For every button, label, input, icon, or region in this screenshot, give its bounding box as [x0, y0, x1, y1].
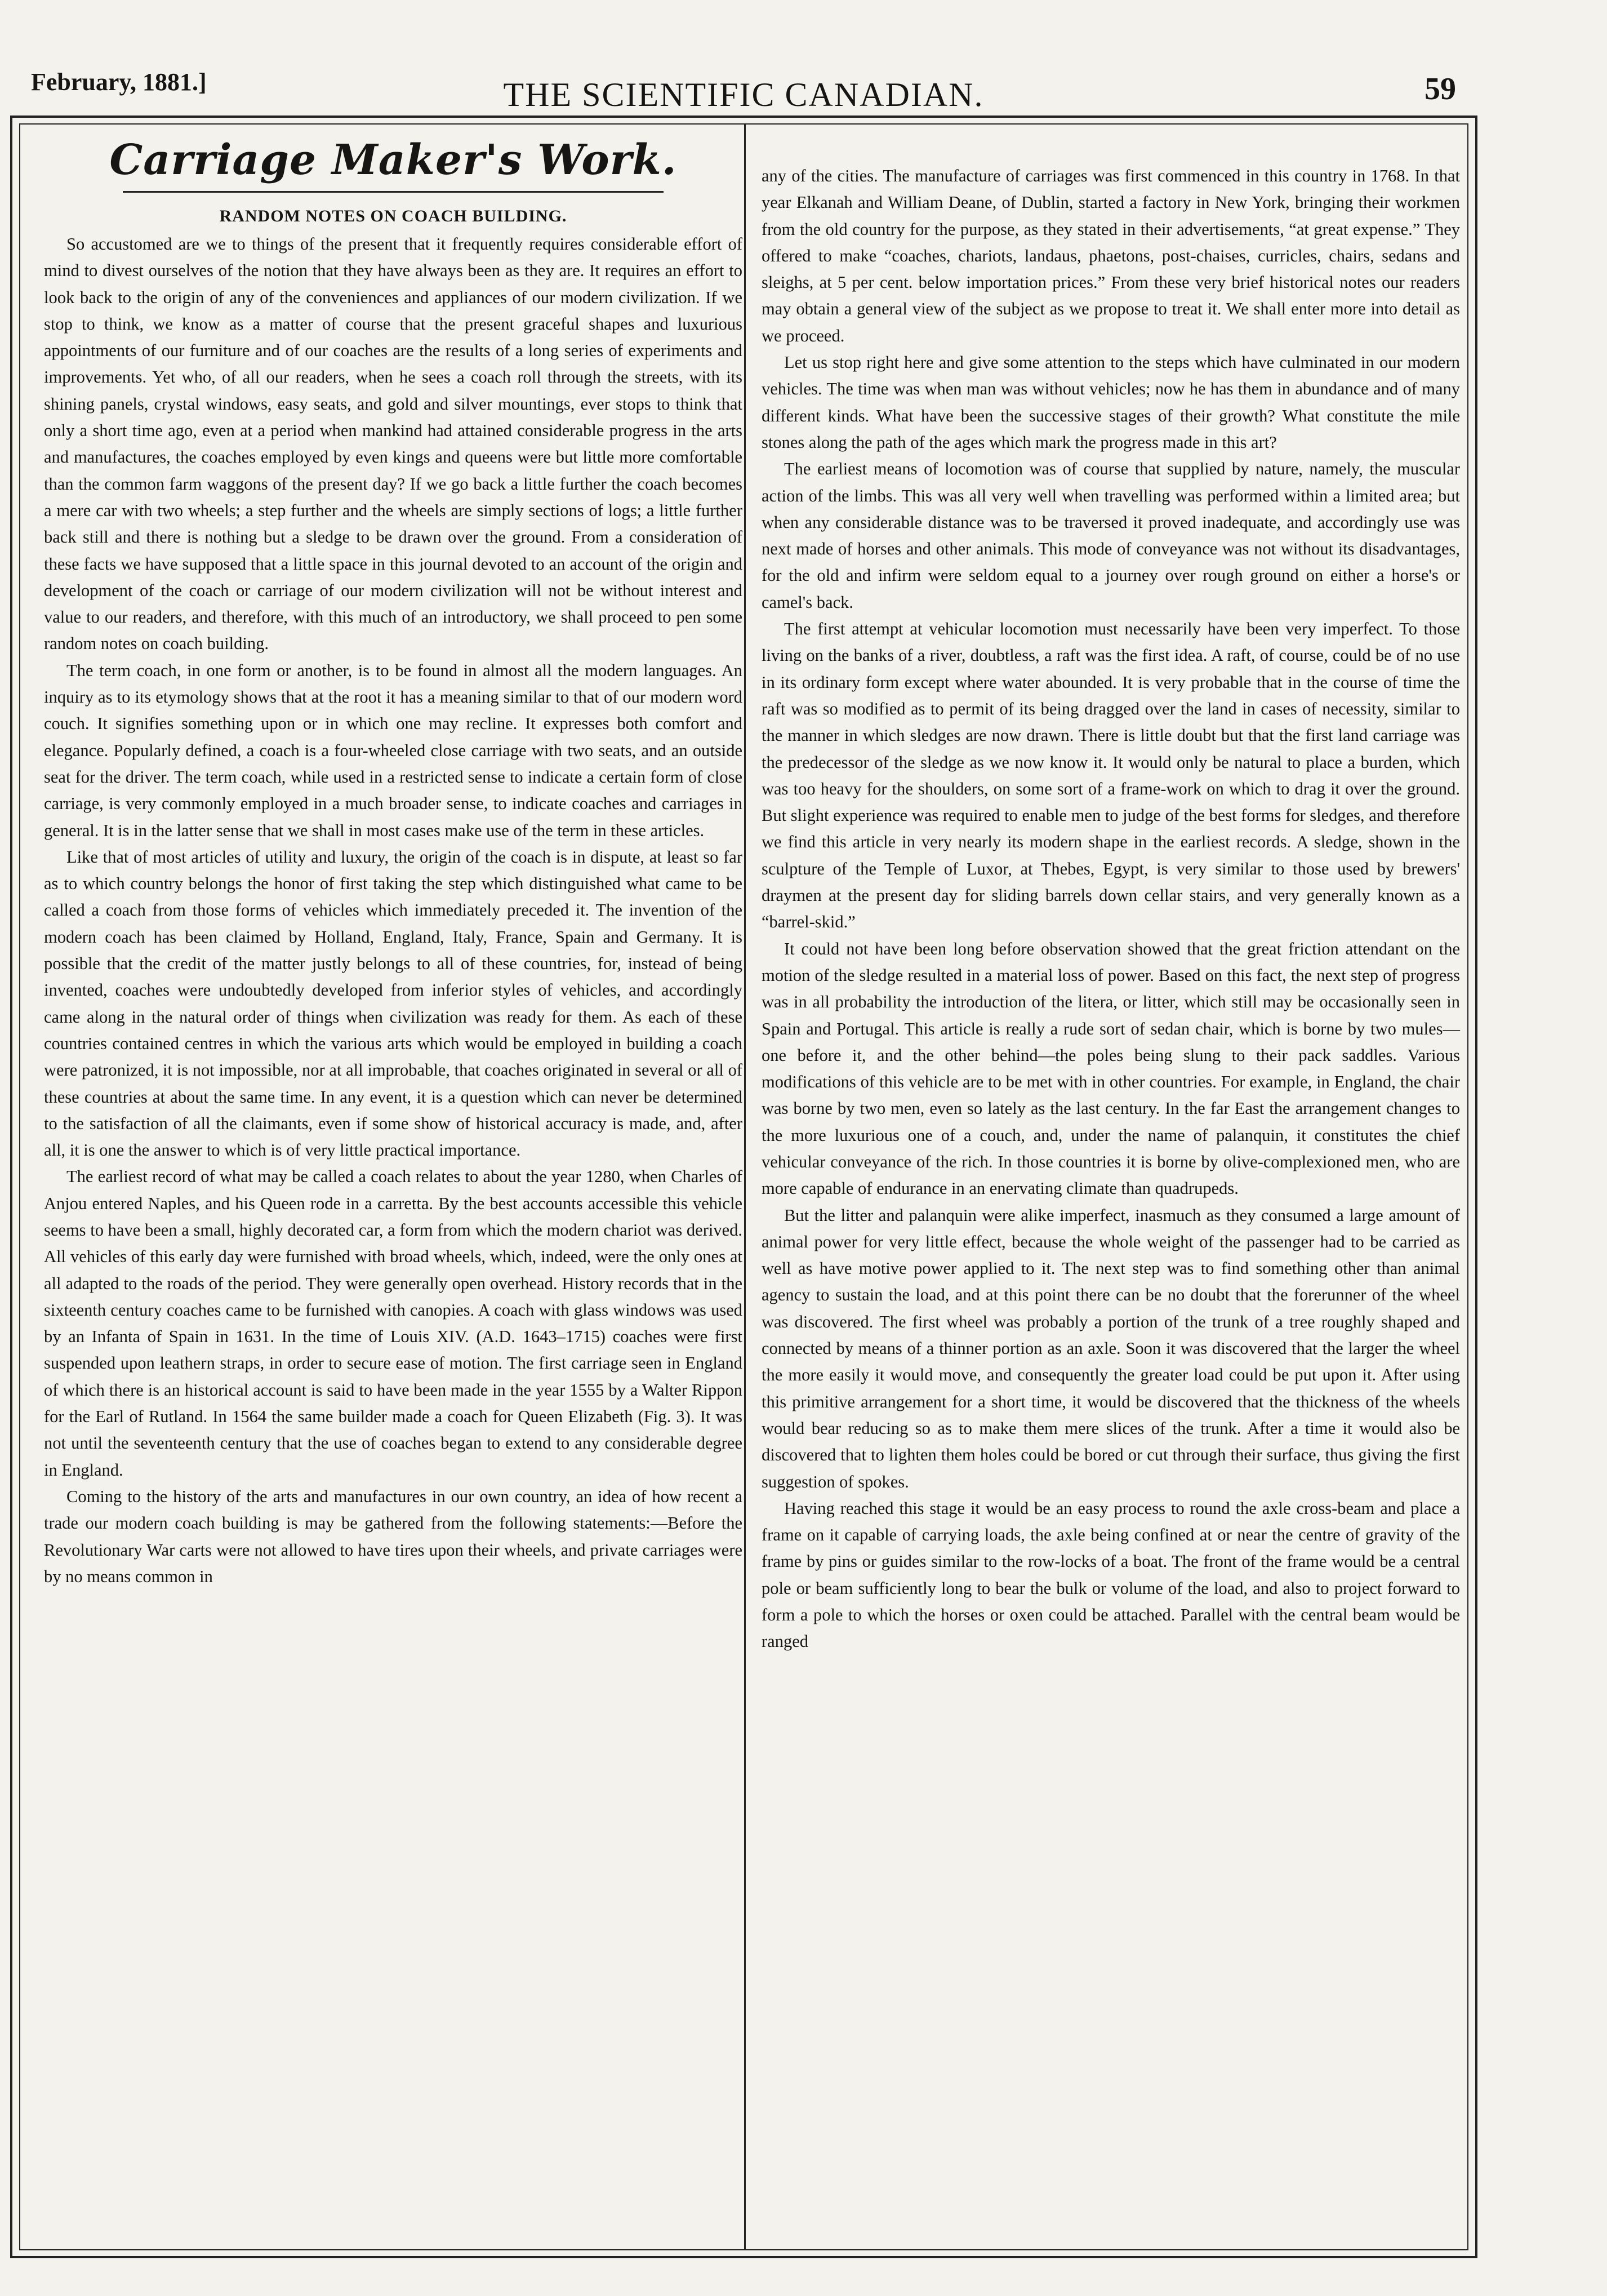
paragraph: Let us stop right here and give some attention to the steps which have culminated in our modern vehicles. The time was when man was without vehicles; now he has them in abundance and of many different kinds. What have been the successive stages of their growth? What constitute the mile stones along the path of the ages which mark the progress made in this art?	[762, 353, 1460, 452]
section-title: Carriage Maker's Work.	[109, 136, 677, 184]
journal-title: THE SCIENTIFIC CANADIAN.	[503, 76, 984, 113]
column-divider	[744, 125, 746, 2249]
paragraph: So accustomed are we to things of the present that it frequently requires considerable effort of mind to divest ourselves of the notion that they have always been as they are. It requires an effort to look back to the origin of any of the conveniences and appliances of our modern civilization. If we stop to think, we know as a matter of course that the present graceful shapes and luxurious appointments of our furniture and of our coaches are the results of a long series of experiments and improvements. Yet who, of all our readers, when he sees a coach roll through the streets, with its shining panels, crystal windows, easy seats, and gold and silver mountings, ever stops to think that only a short time ago, even at a period when mankind had attained considerable progress in the arts and manufactures, the coaches employed by even kings and queens were but little more comfortable than the common farm waggons of the present day? If we go back a little further the coach becomes a mere car with two wheels; a step further and the wheels are simply sections of logs; a little further back still and there is nothing but a sledge to be drawn over the ground. From a consideration of these facts we have supposed that a little space in this journal devoted to an account of the origin and development of the coach or carriage of our modern civilization will not be without interest and value to our readers, and therefore, with this much of an introductory, we shall proceed to pen some random notes on coach building.	[44, 234, 742, 654]
article-heading: RANDOM NOTES ON COACH BUILDING.	[219, 207, 567, 225]
page-frame	[10, 116, 1477, 2258]
title-rule	[123, 191, 664, 193]
paragraph: The first attempt at vehicular locomotion must necessarily have been very imperfect. To those living on the banks of a river, doubtless, a raft was the first idea. A raft, of course, could be of no use in its ordinary form except where water abounded. It is very probable that in the course of time the raft was so modified as to permit of its being dragged over the land in cases of necessity, similar to the manner in which sledges are now drawn. There is little doubt but that the first land carriage was the predecessor of the sledge as we now know it. It would only be natural to place a burden, which was too heavy for the shoulders, on some sort of a frame-work on which to drag it over the ground. But slight experience was required to enable men to judge of the best forms for sledges, and therefore we find this article in very nearly its modern shape in the earliest records. A sledge, shown in the sculpture of the Temple of Luxor, at Thebes, Egypt, is very similar to those used by brewers' draymen at the present day for sliding barrels down cellar stairs, and very generally known as a “barrel-skid.”	[762, 619, 1460, 932]
paragraph-continued: any of the cities. The manufacture of carriages was first commenced in this country in 1768. In that year Elkanah and William Deane, of Dublin, started a factory in New York, bringing their workmen from the old country for the purpose, as they stated in their advertisements, “at great expense.” They offered to make “coaches, chariots, landaus, phaetons, post-chaises, curricles, chairs, sedans and sleighs, at 5 per cent. below importation prices.” From these very brief historical notes our readers may obtain a general view of the subject as we propose to treat it. We shall enter more into detail as we proceed.	[762, 166, 1460, 345]
paragraph: Coming to the history of the arts and manufactures in our own country, an idea of how recent a trade our modern coach building is may be gathered from the following statements:—Before the Revolutionary War carts were not allowed to have tires upon their wheels, and private carriages were by no means common in	[44, 1486, 742, 1586]
left-column	[44, 123, 742, 1590]
paragraph: But the litter and palanquin were alike imperfect, inasmuch as they consumed a large amount of animal power for very little effect, because the whole weight of the passenger had to be carried as well as have motive power applied to it. The next step was to find something other than animal agency to sustain the load, and at this point there can be no doubt that the forerunner of the wheel was discovered. The first wheel was probably a portion of the trunk of a tree roughly shaped and connected by means of a thinner portion as an axle. Soon it was discovered that the larger the wheel the more easily it would move, and consequently the greater load could be put upon it. After using this primitive arrangement for a short time, it would be discovered that the thickness of the wheels would bear reducing so as to make them mere slices of the trunk. After a time it would also be discovered that to lighten them holes could be bored or cut through their surface, thus giving the first suggestion of spokes.	[762, 1205, 1460, 1491]
right-column	[762, 163, 1460, 1655]
page-number: 59	[1425, 72, 1456, 106]
paragraph: The term coach, in one form or another, is to be found in almost all the modern languages. An inquiry as to its etymology shows that at the root it has a meaning similar to that of our modern word couch. It signifies something upon or in which one may recline. It expresses both comfort and elegance. Popularly defined, a coach is a four-wheeled close carriage with two seats, and an outside seat for the driver. The term coach, while used in a restricted sense to indicate a certain form of close carriage, is very commonly employed in a much broader sense, to indicate coaches and carriages in general. It is in the latter sense that we shall in most cases make use of the term in these articles.	[44, 660, 742, 840]
paragraph: Having reached this stage it would be an easy process to round the axle cross-beam and place a frame on it capable of carrying loads, the axle being confined at or near the centre of gravity of the frame by pins or guides similar to the row-locks of a boat. The front of the frame would be a central pole or beam sufficiently long to bear the bulk or volume of the load, and also to project forward to form a pole to which the horses or oxen could be attached. Parallel with the central beam would be ranged	[762, 1498, 1460, 1651]
paragraph: Like that of most articles of utility and luxury, the origin of the coach is in dispute, at least so far as to which country belongs the honor of first taking the step which distinguished what came to be called a coach from those forms of vehicles which immediately preceded it. The invention of the modern coach has been claimed by Holland, England, Italy, France, Spain and Germany. It is possible that the credit of the matter justly belongs to all of these countries, for, instead of being invented, coaches were undoubtedly developed from inferior styles of vehicles, and accordingly came along in the natural order of things when civilization was ready for them. As each of these countries contained centres in which the various arts which would be employed in building a coach were patronized, it is not impossible, nor at all improbable, that coaches originated in several or all of these countries at about the same time. In any event, it is a question which can never be determined to the satisfaction of all the claimants, even if some show of historical accuracy is made, and, after all, it is one the answer to which is of very little practical importance.	[44, 847, 742, 1160]
paragraph: It could not have been long before observation showed that the great friction attendant on the motion of the sledge resulted in a material loss of power. Based on this fact, the next step of progress was in all probability the introduction of the litera, or litter, which still may be occasionally seen in Spain and Portugal. This article is really a rude sort of sedan chair, which is borne by two mules—one before it, and the other behind—the poles being slung to their pack saddles. Various modifications of this vehicle are to be met with in other countries. For example, in England, the chair was borne by two men, even so lately as the last century. In the far East the arrangement changes to the more luxurious one of a couch, and, under the name of palanquin, it constitutes the chief vehicular conveyance of the rich. In those countries it is borne by olive-complexioned men, who are more capable of endurance in an enervating climate than quadrupeds.	[762, 939, 1460, 1198]
issue-date: February, 1881.]	[31, 68, 207, 96]
running-header	[31, 61, 1456, 123]
paragraph: The earliest means of locomotion was of course that supplied by nature, namely, the muscular action of the limbs. This was all very well when travelling was performed within a limited area; but when any considerable distance was to be traversed it proved inadequate, and accordingly use was next made of horses and other animals. This mode of conveyance was not without its disadvantages, for the old and infirm were seldom equal to a journey over rough ground on either a horse's or camel's back.	[762, 459, 1460, 612]
paragraph: The earliest record of what may be called a coach relates to about the year 1280, when Charles of Anjou entered Naples, and his Queen rode in a carretta. By the best accounts accessible this vehicle seems to have been a small, highly decorated car, a form from which the modern chariot was derived. All vehicles of this early day were furnished with broad wheels, which, indeed, were the only ones at all adapted to the roads of the period. They were generally open overhead. History records that in the sixteenth century coaches came to be furnished with canopies. A coach with glass windows was used by an Infanta of Spain in 1631. In the time of Louis XIV. (A.D. 1643–1715) coaches were first suspended upon leathern straps, in order to secure ease of motion. The first carriage seen in England of which there is an historical account is said to have been made in the year 1555 by a Walter Rippon for the Earl of Rutland. In 1564 the same builder made a coach for Queen Elizabeth (Fig. 3). It was not until the seventeenth century that the use of coaches began to extend to any considerable degree in England.	[44, 1167, 742, 1480]
